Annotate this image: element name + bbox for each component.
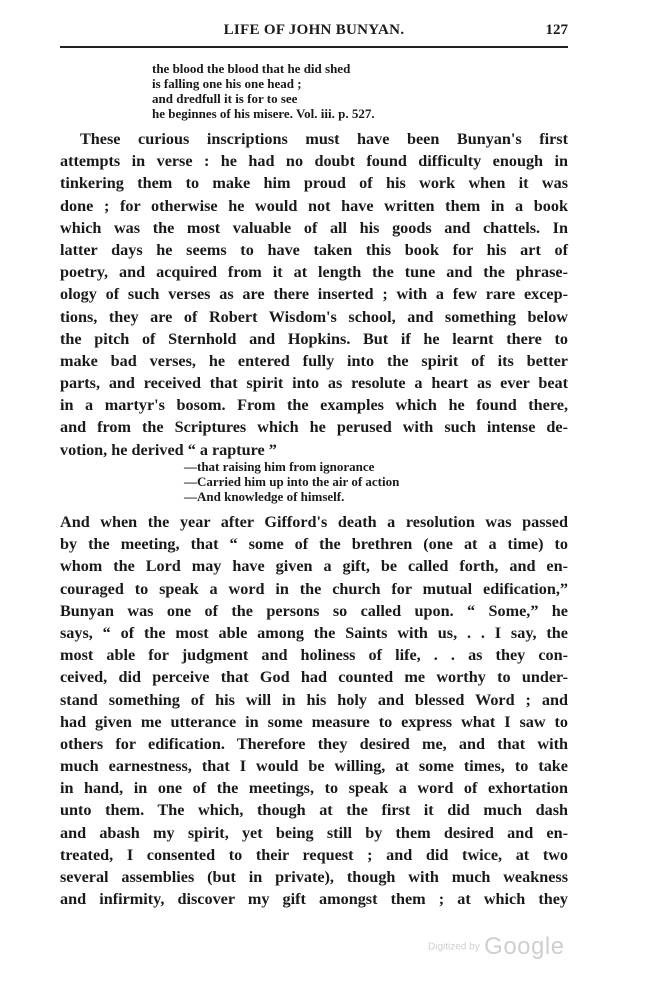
text-line: make bad verses, he entered fully into the spirit of its better <box>60 351 568 370</box>
text-line: which was the most valuable of all his goods and chattels. In <box>60 218 568 237</box>
text-line: tinkering them to make him proud of his work when it was <box>60 174 568 193</box>
watermark-prefix: Digitized by <box>428 941 480 953</box>
text-line: Bunyan was one of the persons so called upon. “ Some,” he <box>60 601 568 620</box>
text-line: parts, and received that spirit into as resolute a heart as ever beat <box>60 374 568 393</box>
text-line: by the meeting, that “ some of the brethren (one at a time) to <box>60 535 568 554</box>
page-number: 127 <box>545 22 568 38</box>
text-line: attempts in verse : he had no doubt found difficulty enough in <box>60 152 568 171</box>
digitized-watermark <box>428 933 565 961</box>
text-line: others for edification. Therefore they desired me, and that with <box>60 734 568 753</box>
text-line: and infirmity, discover my gift amongst them ; at which they <box>60 890 568 909</box>
text-line: treated, I consented to their request ; and did twice, at two <box>60 845 568 864</box>
text-line: most able for judgment and holiness of life, . . as they con- <box>60 646 568 665</box>
text-line: ceived, did perceive that God had counted me worthy to under- <box>60 668 568 687</box>
verse-line: —Carried him up into the air of action <box>184 474 400 489</box>
text-line: stand something of his will in his holy and blessed Word ; and <box>60 690 568 709</box>
paragraph-inscriptions <box>60 128 568 461</box>
text-line: tions, they are of Robert Wisdom's school, and something below <box>60 307 568 326</box>
verse-line: —And knowledge of himself. <box>184 489 345 504</box>
text-line: unto them. The which, though at the first it did much dash <box>60 801 568 820</box>
text-line: couraged to speak a word in the church for mutual edification,” <box>60 579 568 598</box>
paragraph-exhortation <box>60 511 568 910</box>
google-logo: Google <box>484 933 565 960</box>
text-line: had given me utterance in some measure to express what I saw to <box>60 712 568 731</box>
running-header <box>60 22 568 44</box>
text-line: and abash my spirit, yet being still by them desired and en- <box>60 823 568 842</box>
text-line: much earnestness, that I would be willing, at some times, to take <box>60 757 568 776</box>
verse-line: —that raising him from ignorance <box>184 459 375 474</box>
verse-line: the blood the blood that he did shed <box>152 61 351 76</box>
text-line: in hand, in one of the meetings, to speak a word of exhortation <box>60 779 568 798</box>
text-line: ology of such verses as are there inserted ; with a few rare excep- <box>60 285 568 304</box>
text-line: latter days he seems to have taken this book for his art of <box>60 240 568 259</box>
text-line: says, “ of the most able among the Saints with us, . . I say, the <box>60 623 568 642</box>
verse-line: and dredfull it is for to see <box>152 91 298 106</box>
running-title: LIFE OF JOHN BUNYAN. <box>223 22 405 38</box>
text-line: several assemblies (but in private), though with much weakness <box>60 868 568 886</box>
verse-line: he beginnes of his misere. Vol. iii. p. 527. <box>152 106 375 121</box>
text-line: whom the Lord may have given a gift, be called forth, and en- <box>60 557 568 576</box>
text-line: And when the year after Gifford's death a resolution was passed <box>60 513 568 531</box>
text-line: and from the Scriptures which he perused with such intense de- <box>60 418 568 437</box>
text-line: votion, he derived “ a rapture ” <box>60 440 277 459</box>
header-rule <box>60 46 568 48</box>
text-line: done ; for otherwise he would not have written them in a book <box>60 196 568 215</box>
verse-quotation-top <box>152 61 375 121</box>
text-line: in a martyr's bosom. From the examples which he found there, <box>60 396 568 415</box>
verse-quotation-middle <box>184 459 399 504</box>
text-line: poetry, and acquired from it at length the tune and the phrase- <box>60 263 568 282</box>
text-line: These curious inscriptions must have been Bunyan's first <box>80 130 568 148</box>
verse-line: is falling one his one head ; <box>152 76 302 91</box>
text-line: the pitch of Sternhold and Hopkins. But if he learnt there to <box>60 329 568 348</box>
